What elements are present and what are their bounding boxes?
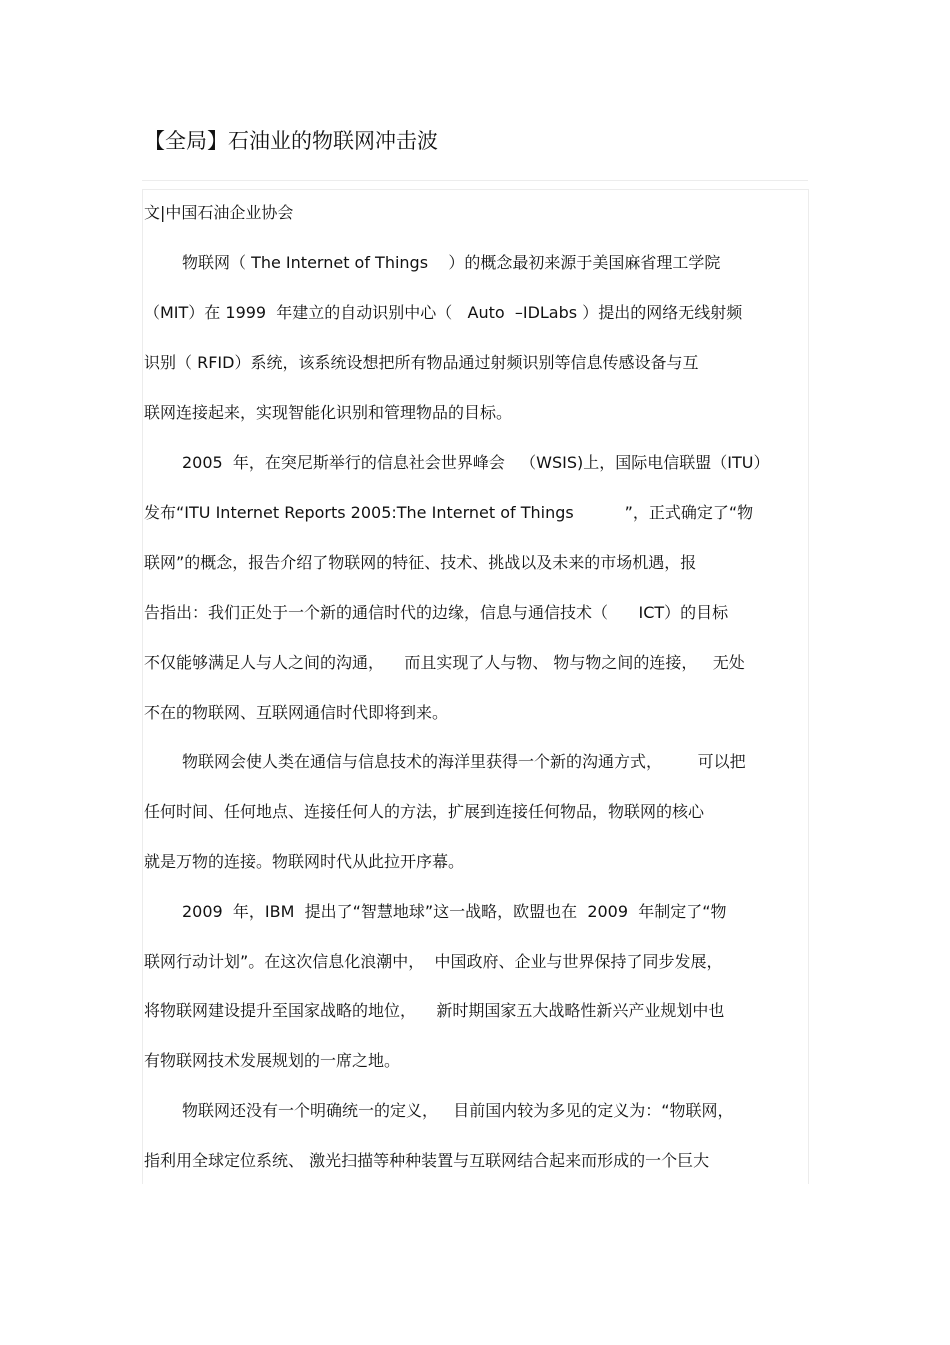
body-line: （MIT）在 1999 年建立的自动识别中心（ Auto –IDLabs ）提出的网络无线射频 — [144, 303, 743, 322]
article-title: 【全局】石油业的物联网冲击波 — [144, 129, 438, 153]
byline: 文|中国石油企业协会 — [144, 203, 294, 222]
body-line: 发布“ITU Internet Reports 2005:The Internet of Things ”，正式确定了“物 — [144, 503, 754, 522]
title-divider — [142, 180, 808, 181]
article-frame — [142, 189, 809, 1184]
body-line: 不仅能够满足人与人之间的沟通， 而且实现了人与物、 物与物之间的连接， 无处 — [144, 653, 745, 672]
body-line: 告指出：我们正处于一个新的通信时代的边缘，信息与通信技术（ ICT）的目标 — [144, 603, 729, 622]
body-line: 联网行动计划”。在这次信息化浪潮中， 中国政府、企业与世界保持了同步发展， — [144, 952, 723, 971]
body-line: 任何时间、任何地点、连接任何人的方法，扩展到连接任何物品，物联网的核心 — [144, 802, 705, 821]
body-line: 就是万物的连接。物联网时代从此拉开序幕。 — [144, 852, 465, 871]
body-line: 物联网（ The Internet of Things ）的概念最初来源于美国麻省理工学院 — [182, 253, 721, 272]
body-line: 识别（ RFID）系统，该系统设想把所有物品通过射频识别等信息传感设备与互 — [144, 353, 699, 372]
body-line: 联网”的概念，报告介绍了物联网的特征、技术、挑战以及未来的市场机遇，报 — [144, 553, 697, 572]
body-line: 物联网会使人类在通信与信息技术的海洋里获得一个新的沟通方式， 可以把 — [182, 752, 746, 771]
body-line: 2005 年，在突尼斯举行的信息社会世界峰会 （WSIS)上，国际电信联盟（ITU） — [182, 453, 770, 472]
body-line: 2009 年，IBM 提出了“智慧地球”这一战略，欧盟也在 2009 年制定了“物 — [182, 902, 727, 921]
body-line: 有物联网技术发展规划的一席之地。 — [144, 1051, 401, 1070]
body-line: 联网连接起来，实现智能化识别和管理物品的目标。 — [144, 403, 513, 422]
body-line: 物联网还没有一个明确统一的定义， 目前国内较为多见的定义为：“物联网， — [182, 1101, 734, 1120]
body-line: 指利用全球定位系统、 激光扫描等种种装置与互联网结合起来而形成的一个巨大 — [144, 1151, 710, 1170]
body-line: 将物联网建设提升至国家战略的地位， 新时期国家五大战略性新兴产业规划中也 — [144, 1001, 725, 1020]
body-line: 不在的物联网、互联网通信时代即将到来。 — [144, 703, 449, 722]
